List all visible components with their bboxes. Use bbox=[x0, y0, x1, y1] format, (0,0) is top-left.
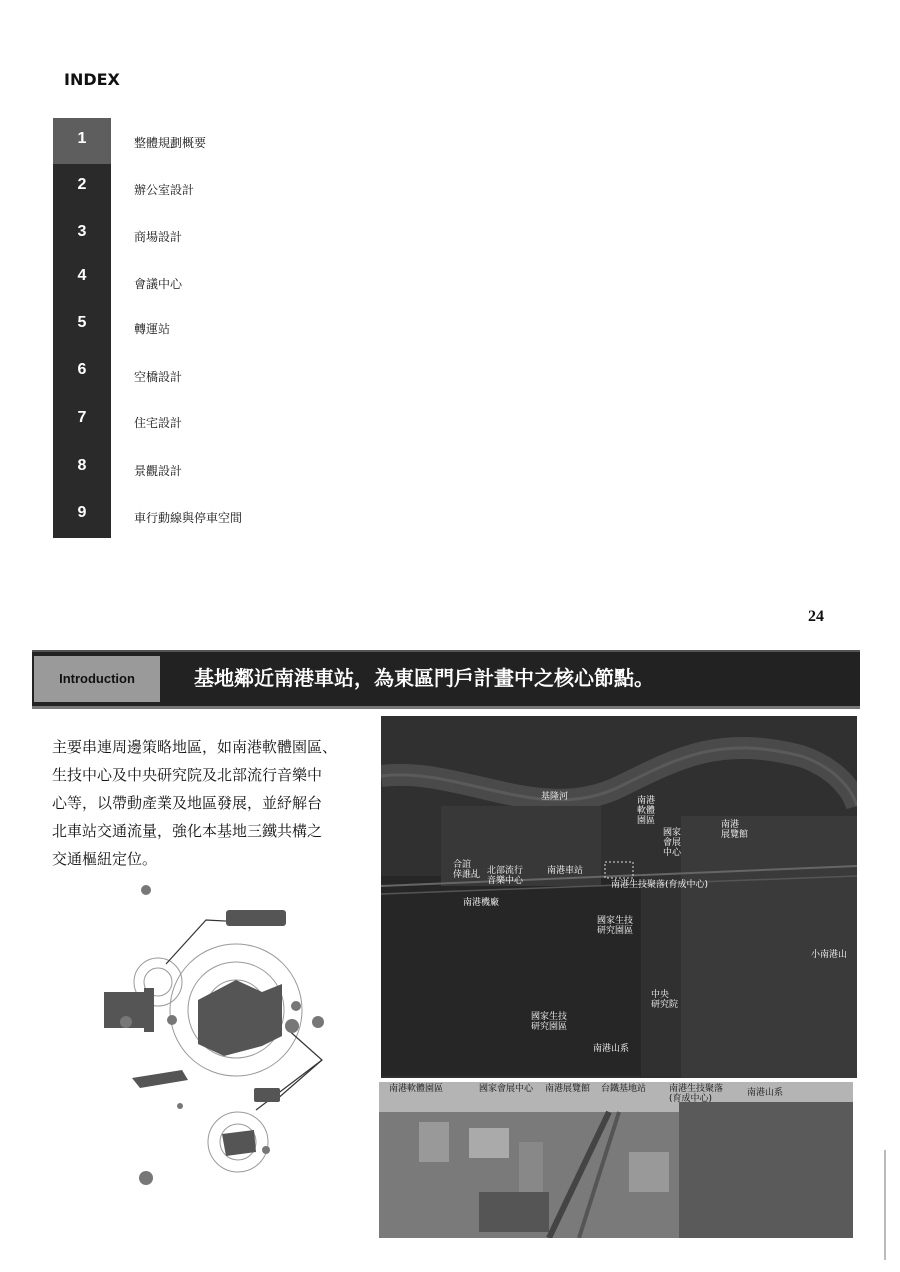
index-item-num: 1 bbox=[77, 130, 87, 147]
intro-line: 生技中心及中央研究院及北部流行音樂中 bbox=[52, 766, 323, 784]
map-label-station: 南港車站 bbox=[547, 866, 584, 876]
map-label-river: 基隆河 bbox=[541, 792, 569, 802]
section-tag: Introduction bbox=[34, 656, 160, 702]
photo-label: 南港生技聚落 (育成中心) bbox=[669, 1084, 724, 1104]
photo-label: 南港展覽館 bbox=[545, 1084, 591, 1094]
photo-label: 台鐵基地站 bbox=[601, 1084, 647, 1094]
index-item-label[interactable]: 車行動線與停車空間 bbox=[134, 511, 243, 525]
index-item-label[interactable]: 整體規劃概要 bbox=[134, 136, 207, 150]
intro-line: 北車站交通流量，強化本基地三鐵共構之 bbox=[52, 822, 323, 840]
map-label-heying: 合誼 倖誰乩 bbox=[453, 860, 481, 880]
intro-line: 心等，以帶動產業及地區發展，並紓解台 bbox=[52, 794, 323, 812]
index-item-num: 8 bbox=[77, 457, 87, 474]
photo-label: 國家會展中心 bbox=[479, 1084, 534, 1094]
aerial-photo-texture bbox=[379, 1082, 853, 1238]
map-label-exhibition: 國家 會展 中心 bbox=[663, 828, 682, 858]
map-label-software-park: 南港 軟體 園區 bbox=[637, 796, 656, 826]
map-label-academia: 中央 研究院 bbox=[651, 990, 679, 1010]
section-header bbox=[32, 650, 860, 709]
index-item-num: 2 bbox=[77, 176, 87, 193]
index-item-label[interactable]: 會議中心 bbox=[134, 277, 183, 291]
map-label-nangang-exhibition: 南港 展覽館 bbox=[721, 820, 749, 840]
map-label-mountains: 南港山系 bbox=[593, 1044, 630, 1054]
index-item-num: 3 bbox=[77, 223, 87, 240]
map-label-biotech-park: 國家生技 研究園區 bbox=[597, 916, 634, 936]
index-item-label[interactable]: 商場設計 bbox=[134, 230, 183, 244]
index-item-label[interactable]: 空橋設計 bbox=[134, 370, 183, 384]
intro-line: 主要串連周邊策略地區，如南港軟體園區、 bbox=[52, 738, 338, 756]
index-item-label[interactable]: 住宅設計 bbox=[134, 416, 183, 430]
map-label-biotech-cluster: 南港生技聚落(育成中心) bbox=[611, 880, 709, 890]
index-title: INDEX bbox=[64, 70, 120, 89]
index-item-num: 9 bbox=[77, 504, 87, 521]
photo-label: 南港軟體園區 bbox=[389, 1084, 444, 1094]
index-item-num: 7 bbox=[77, 409, 87, 426]
index-item-num: 4 bbox=[77, 267, 87, 284]
concept-diagram bbox=[86, 860, 356, 1220]
section-headline: 基地鄰近南港車站，為東區門戶計畫中之核心節點。 bbox=[194, 666, 654, 690]
map-label-pop-music: 北部流行 音樂中心 bbox=[487, 866, 524, 886]
aerial-map bbox=[381, 716, 857, 1078]
page-edge-line bbox=[884, 1150, 886, 1260]
index-item-label[interactable]: 辦公室設計 bbox=[134, 183, 195, 197]
index-item-label[interactable]: 景觀設計 bbox=[134, 464, 183, 478]
photo-label: 南港山系 bbox=[747, 1088, 784, 1098]
index-item-label[interactable]: 轉運站 bbox=[134, 322, 171, 336]
index-item-num: 5 bbox=[77, 314, 87, 331]
map-label-xiao-nangang: 小南港山 bbox=[811, 950, 848, 960]
aerial-photo bbox=[379, 1082, 853, 1238]
index-item-num: 6 bbox=[77, 361, 87, 378]
map-label-nangang-factory: 南港機廠 bbox=[463, 898, 500, 908]
map-label-biotech-park: 國家生技 研究園區 bbox=[531, 1012, 568, 1032]
intro-line: 交通樞紐定位。 bbox=[52, 850, 158, 868]
page-number: 24 bbox=[808, 608, 824, 625]
aerial-map-texture bbox=[381, 716, 857, 1078]
intro-paragraph bbox=[52, 733, 372, 873]
